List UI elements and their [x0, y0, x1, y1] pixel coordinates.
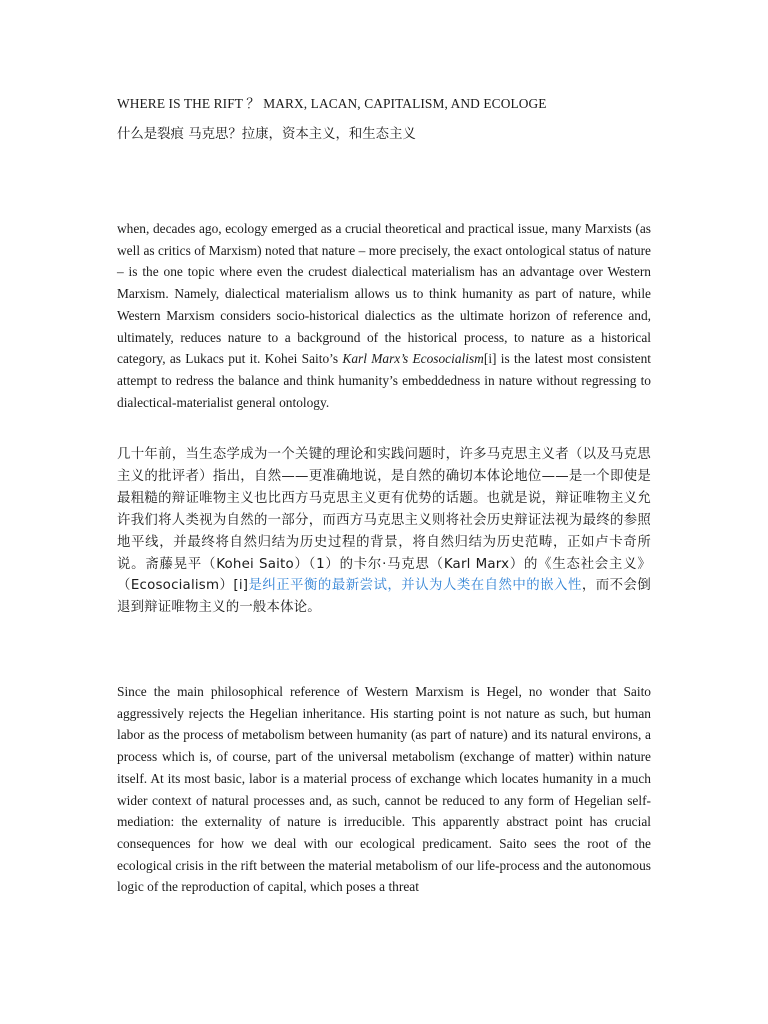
paragraph-1-text-end: [i] is the latest most consistent attempt to redress the balance and think humanity’s embeddedness in nature without regressing to dialectical-materialist general ontology.	[117, 351, 652, 410]
paragraph-1-text: when, decades ago, ecology emerged as a crucial theoretical and practical issue, many Marxists (as well as critics of Marxism) noted that nature – more precisely, the exact ontological status of nature – is the one topic where even the crudest dialectical materialism has an advantage over Western Marxism. Namely, dialectical materialism allows us to think humanity as part of nature, while Western Marxism considers socio-historical dialectics as the ultimate horizon of reference and, ultimately, reduces nature to a background of the historical process, to nature as a historical category, as Lukacs put it. Kohei Saito’s	[117, 221, 651, 367]
book-title-italic: Karl Marx’s Ecosocialism	[342, 351, 484, 367]
title-chinese: 什么是裂痕 马克思？拉康，资本主义，和生态主义	[117, 127, 416, 142]
document-page	[117, 94, 652, 895]
highlighted-text: 是纠正平衡的最新尝试，并认为人类在自然中的嵌入性	[248, 578, 582, 594]
paragraph-2-text-end: ，而不会倒退到辩证唯物主义的一般本体论。	[117, 578, 651, 616]
paragraph-english-2: Since the main philosophical reference of Western Marxism is Hegel, no wonder that Saito aggressively rejects the Hegelian inheritance. His starting point is not nature as such, but human labor as the process of metabolism between humanity (as part of nature) and its natural environs, a process which is, of course, part of the universal metabolism (exchange of matter) within nature itself. At its most basic, labor is a material process of exchange which locates humanity in a much wider context of natural processes and, as such, cannot be reduced to any form of Hegelian self-mediation: the externality of nature is irreducible. This apparently abstract point has crucial consequences for how we deal with our ecological predicament. Saito sees the root of the ecological crisis in the rift between the material metabolism of our life-process and the autonomous logic of the reproduction of capital, which poses a threat	[117, 684, 651, 895]
paragraph-english-1	[117, 218, 651, 413]
title-english: WHERE IS THE RIFT ？ MARX, LACAN, CAPITALISM, AND ECOLOGE	[117, 96, 547, 111]
paragraph-2-text: 几十年前，当生态学成为一个关键的理论和实践问题时，许多马克思主义者（以及马克思主义的批评者）指出，自然——更准确地说，是自然的确切本体论地位——是一个即使是最粗糙的辩证唯物主义也比西方马克思主义更有优势的话题。也就是说，辩证唯物主义允许我们将人类视为自然的一部分，而西方马克思主义则将社会历史辩证法视为最终的参照地平线，并最终将自然归结为历史过程的背景，将自然归结为历史范畴，正如卢卡奇所说。斋藤晃平（Kohei Saito）（1）的卡尔·马克思（Karl Marx）的《生态社会主义》（Ecosocialism）[i]	[117, 447, 651, 594]
paragraph-chinese-1	[117, 444, 651, 619]
